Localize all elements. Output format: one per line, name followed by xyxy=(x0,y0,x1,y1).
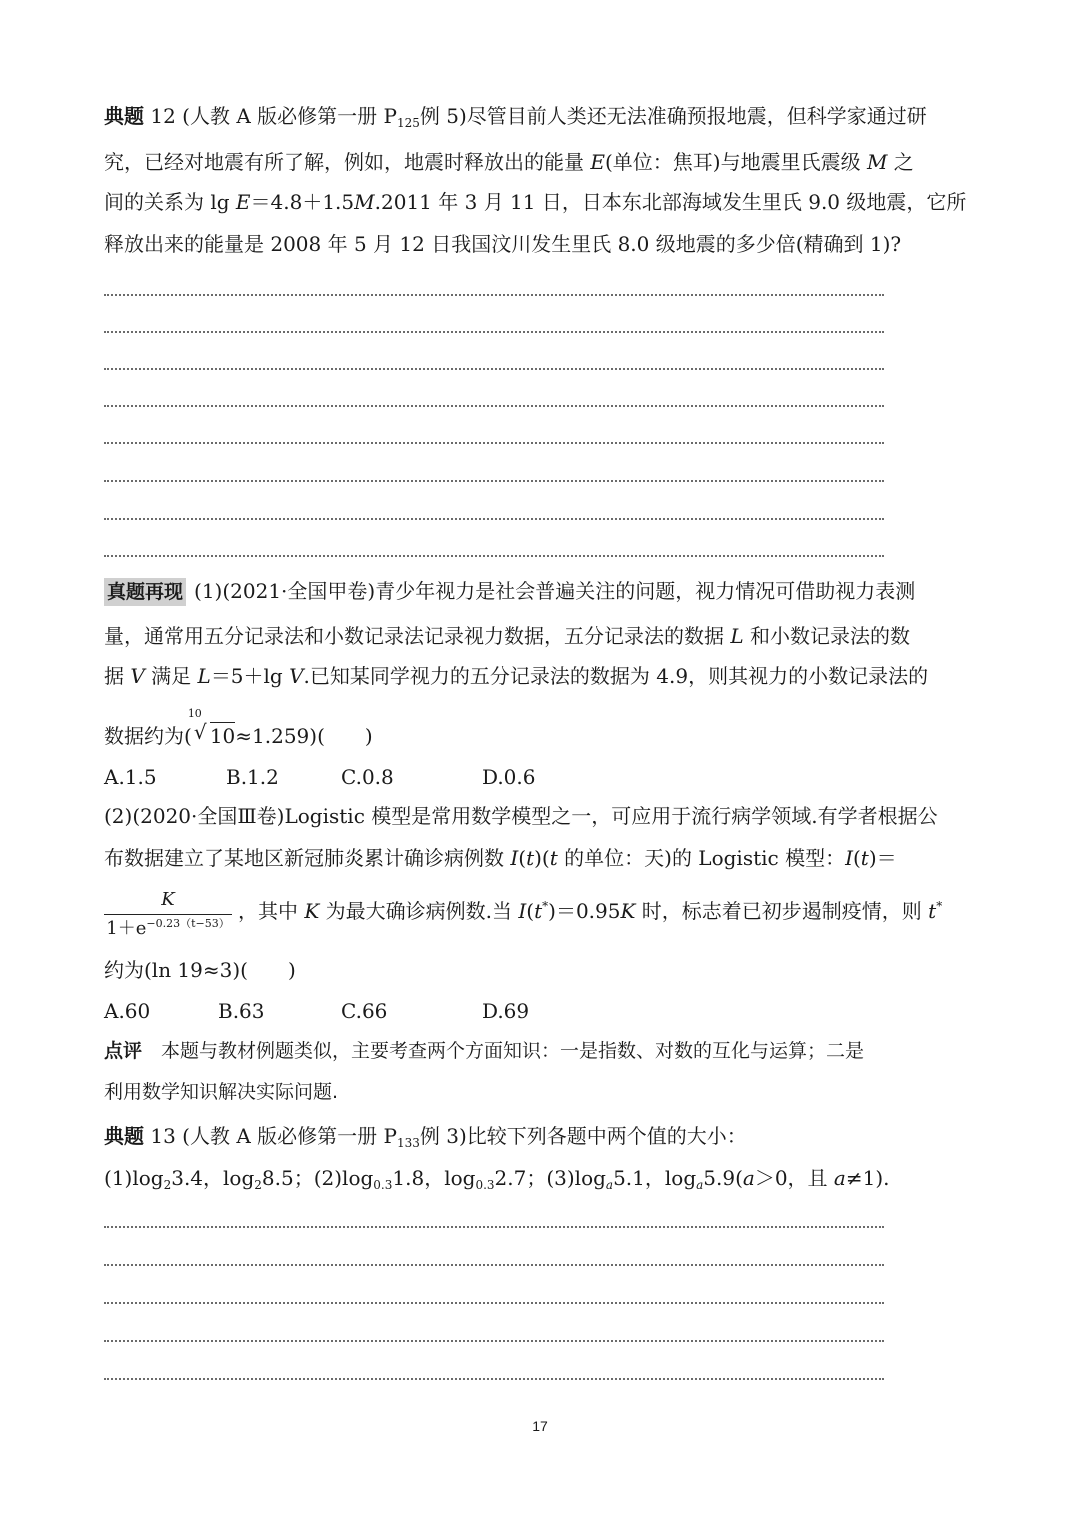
option-d[interactable]: D.0.6 xyxy=(482,765,536,789)
option-c[interactable]: C.66 xyxy=(341,999,388,1023)
answer-line[interactable] xyxy=(104,368,884,370)
real-exam-badge: 真题再现 xyxy=(104,578,186,606)
q12-line-2: 究，已经对地震有所了解，例如，地震时释放出的能量 E(单位：焦耳)与地震里氏震级 M 之 xyxy=(104,150,914,174)
answer-line[interactable] xyxy=(104,294,884,296)
q13-line-1: 典题 13 (人教 A 版必修第一册 $P_{133}$例 3)比较下列各题中两个值的大小： xyxy=(104,1124,747,1150)
option-d[interactable]: D.69 xyxy=(482,999,530,1023)
option-a[interactable]: A.60 xyxy=(104,999,151,1023)
answer-line[interactable] xyxy=(104,1264,884,1266)
option-b[interactable]: B.63 xyxy=(218,999,265,1023)
q13-label: 典题 xyxy=(104,1124,144,1148)
option-b[interactable]: B.1.2 xyxy=(226,765,279,789)
q12-label: 典题 xyxy=(104,104,144,128)
real-line-1: 真题再现 (1)(2021·全国甲卷)青少年视力是社会普遍关注的问题，视力情况可借助视力表测 xyxy=(104,575,915,607)
real2-line-3: ，其中 K 为最大确诊病例数.当 I(t*)＝0.95K 时，标志着已初步遏制疫情，则 t* xyxy=(238,899,943,923)
comment-line-2: 利用数学知识解决实际问题. xyxy=(104,1081,339,1103)
q12-line-4: 释放出来的能量是 2008 年 5 月 12 日我国汶川发生里氏 8.0 级地震的多少倍(精确到 1)? xyxy=(104,232,902,256)
answer-line[interactable] xyxy=(104,555,884,557)
real2-line-2: 布数据建立了某地区新冠肺炎累计确诊病例数 I(t)(t 的单位：天)的 Logistic 模型：I(t)＝ xyxy=(104,846,897,870)
option-a[interactable]: A.1.5 xyxy=(104,765,157,789)
q12-line-3: 间的关系为 lg E＝4.8＋1.5M.2011 年 3 月 11 日，日本东北部海域发生里氏 9.0 级地震，它所 xyxy=(104,190,967,214)
real2-line-1: (2)(2020·全国Ⅲ卷)Logistic 模型是常用数学模型之一，可应用于流行病学领域.有学者根据公 xyxy=(104,804,938,828)
answer-line[interactable] xyxy=(104,480,884,482)
answer-line[interactable] xyxy=(104,331,884,333)
answer-line[interactable] xyxy=(104,1226,884,1228)
page-number: 17 xyxy=(532,1418,548,1434)
nth-root: 10 √ 10 xyxy=(187,707,236,748)
answer-line[interactable] xyxy=(104,442,884,444)
comment-line-1: 点评 本题与教材例题类似，主要考查两个方面知识：一是指数、对数的互化与运算；二是 xyxy=(104,1040,865,1062)
answer-line[interactable] xyxy=(104,1378,884,1380)
logistic-fraction: K $1+e^{-0.23(t-53)}$ xyxy=(104,888,232,941)
option-c[interactable]: C.0.8 xyxy=(341,765,394,789)
answer-line[interactable] xyxy=(104,1302,884,1304)
answer-line[interactable] xyxy=(104,518,884,520)
real2-line-4: 约为(ln 19≈3)( ) xyxy=(104,958,296,982)
real-line-4: 数据约为( 10 √ 10≈1.259)( ) xyxy=(104,720,373,752)
real-line-3: 据 V 满足 L＝5＋lg V.已知某同学视力的五分记录法的数据为 4.9，则其视力的小数记录法的 xyxy=(104,664,929,688)
q12-line-1: 典题 12 (人教 A 版必修第一册 $P_{125}$例 5)尽管目前人类还无法准确预报地震，但科学家通过研 xyxy=(104,104,927,130)
q13-line-2: $(1)\log_23.4$，$\log_28.5$；$(2)\log_{0.3}1.8$，$\log_{0.3}2.7$；$(3)\log_a5.1$，$\log_a5.9(a>0$，且 a≠1). xyxy=(104,1166,890,1192)
answer-line[interactable] xyxy=(104,405,884,407)
real-line-2: 量，通常用五分记录法和小数记录法记录视力数据，五分记录法的数据 L 和小数记录法的数 xyxy=(104,624,910,648)
comment-label: 点评 xyxy=(104,1040,143,1062)
answer-line[interactable] xyxy=(104,1340,884,1342)
